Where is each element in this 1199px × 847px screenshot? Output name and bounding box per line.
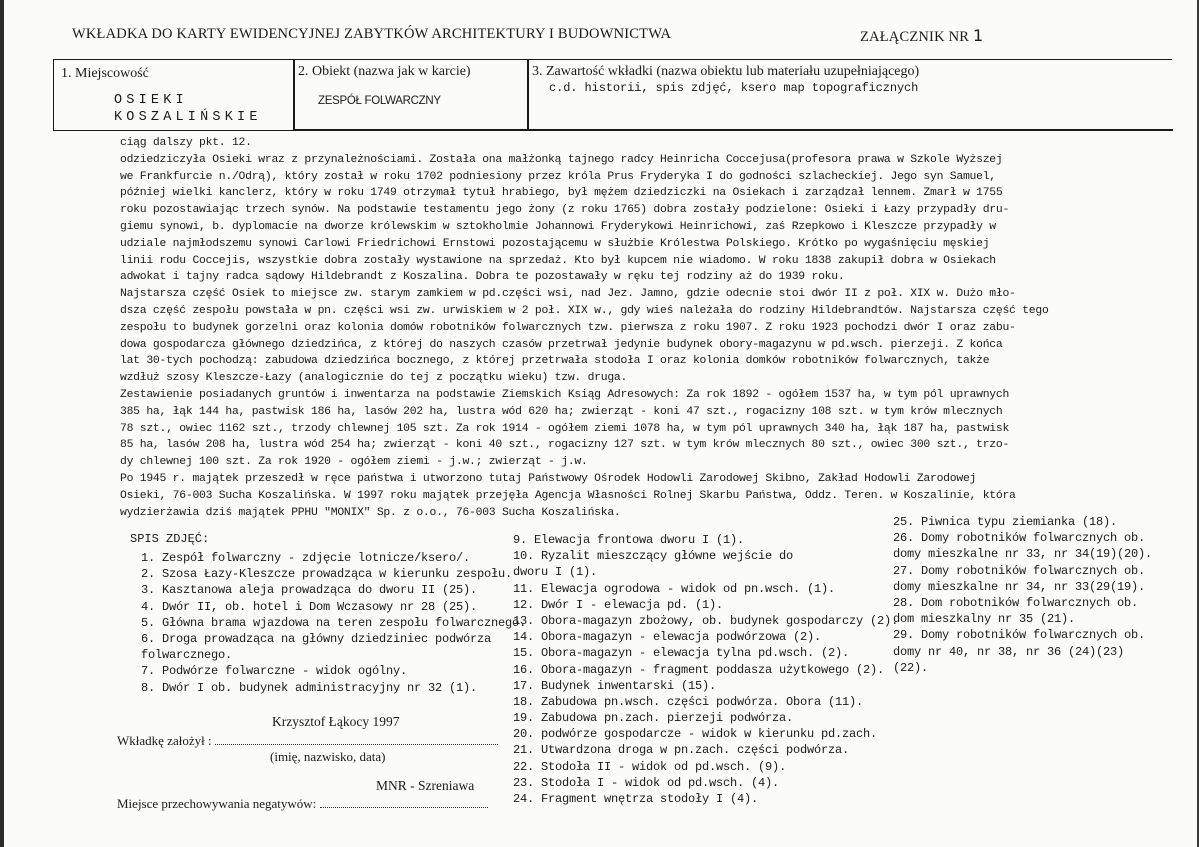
photo-list-item: 5. Główna brama wjazdowa na teren zespołu folwarcznego. [141, 615, 527, 630]
photo-list-item: 1. Zespół folwarczny - zdjęcie lotnicze/ksero/. [141, 551, 471, 565]
history-line: Osieki, 76-003 Sucha Koszalińska. W 1997 roku majątek przejęła Agencja Własności Rolnej Skarbu Państwa, Oddz. Teren. w Koszalinie, która [120, 489, 1016, 502]
attachment-label [860, 26, 983, 46]
photo-list-item: 8. Dwór I ob. budynek administracyjny nr 32 (1). [141, 680, 478, 695]
history-line: 385 ha, łąk 144 ha, pastwisk 186 ha, lasów 202 ha, lustra wód 620 ha; zwierząt - koni 47 szt., rogacizny 108 szt. w tym krów mlecznych [120, 405, 1003, 418]
photo-list-item: domy mieszkalne nr 34, nr 33(29(19). [893, 579, 1146, 594]
photo-list-item: 29. Domy robotników folwarcznych ob. [893, 628, 1146, 643]
photo-list-item: folwarcznego. [141, 648, 233, 663]
photo-list-item: 28. Dom robotników folwarcznych ob. [893, 595, 1139, 610]
photo-list-item: 13. Obora-magazyn zbożowy, ob. budynek gospodarczy (2). [513, 613, 899, 628]
history-line: zespołu to budynek gorzelni oraz kolonia domów robotników folwarcznych tzw. pierwsza z roku 1907. Z roku 1923 pochodzi dwór I oraz zabu- [120, 321, 1016, 334]
photo-list-item: 15. Obora-magazyn - elewacja tylna pd.wsch. (2). [513, 646, 850, 661]
photo-list-item: domy nr 40, nr 38, nr 36 (24)(23) [893, 644, 1125, 659]
history-line: dowa gospodarcza głównego dziedzińca, z której do naszych czasów przetrwał jedynie budynek obory-magazynu w pd.wsch. pierzeji. Z końca [120, 338, 1003, 351]
field-bottom-line [293, 129, 1173, 131]
photo-list-item: 9. Elewacja frontowa dworu I (1). [513, 533, 745, 547]
photo-list-item: domy mieszkalne nr 33, nr 34(19)(20). [893, 547, 1153, 562]
history-line: giemu synowi, b. dyplomacie na dworze królewskim w sztokholmie Johannowi Fryderykowi Heinrichowi, zaś Rzepkowo i Kleszcze przypadły w [120, 221, 996, 233]
photo-list-item: 12. Dwór I - elewacja pd. (1). [513, 597, 724, 612]
content-value: c.d. historii, spis zdjęć, ksero map topograficznych [549, 81, 919, 95]
photo-list-item: 23. Stodoła I - widok od pd.wsch. (4). [513, 775, 780, 790]
history-line: Po 1945 r. majątek przeszedł w ręce państwa i utworzono tutaj Państwowy Ośrodek Hodowli Zarodowej Skibno, Zakład Hodowli Zarodowej [120, 473, 977, 485]
photo-list-item: 26. Domy robotników folwarcznych ob. [893, 531, 1146, 546]
photo-list-item: 27. Domy robotników folwarcznych ob. [893, 563, 1146, 578]
history-line: wzdłuż szosy Kleszcze-Łazy (analogicznie do tej z początku wieku) tzw. druga. [120, 372, 628, 385]
object-value: ZESPÓŁ FOLWARCZNY [318, 95, 441, 107]
history-line: udziale najmłodszemu synowi Carlowi Friedrichowi Ernstowi pozostającemu w służbie Królestwa Polskiego. Krótko po wygaśnięciu męskiej [120, 237, 990, 250]
photo-list-item: 4. Dwór II, ob. hotel i Dom Wczasowy nr 28 (25). [141, 599, 478, 614]
photo-list-item: 10. Ryzalit mieszczący główne wejście do [513, 549, 794, 564]
photo-list-item: 16. Obora-magazyn - fragment poddasza użytkowego (2). [513, 662, 885, 677]
place-label: 1. Miejscowość [61, 66, 149, 81]
history-line: adwokat i tajny radca sądowy Hildebrandt z Koszalina. Dobra te pozostawały w ręku tej rodziny aż do 1939 roku. [120, 271, 845, 284]
scan-edge-left [0, 0, 4, 847]
photo-list-item: dworu I (1). [513, 565, 598, 580]
history-line: później wielki kanclerz, który w roku 1749 otrzymał tytuł hrabiego, był mężem dziedziczki na Osiekach i zarządzał lennem. Zmarł w 1755 [120, 187, 1003, 200]
photo-list-item: 22. Stodoła II - widok od pd.wsch. (9). [513, 759, 787, 774]
field-divider-1 [293, 59, 295, 131]
photo-list-item: 6. Droga prowadząca na główny dziedziniec podwórza [141, 631, 492, 646]
author-label-text: Wkładkę założył : [117, 733, 212, 748]
photo-list-item: 24. Fragment wnętrza stodoły I (4). [513, 792, 759, 806]
photo-list-column-1 [141, 550, 526, 696]
photo-list-item: 21. Utwardzona droga w pn.zach. części podwórza. [513, 743, 850, 758]
history-line: dsza część zespołu powstała w pn. części wsi zw. urwiskiem w 2 poł. XIX w., gdy wieś należała do rodziny Hildebrandtów. Najstarsza część tego [120, 305, 1049, 317]
photo-list-item: 20. podwórze gospodarcze - widok w kierunku pd.zach. [513, 727, 878, 742]
storage-label [117, 796, 488, 812]
place-value-1: OSIEKI [114, 93, 188, 108]
place-value-2: KOSZALIŃSKIE [114, 110, 262, 125]
history-line: odziedziczyła Osieki wraz z przynależnościami. Została ona małżonką tajnego radcy Heinricha Coccejusa(profesora prawa w Szkole Wyższej [120, 153, 1003, 166]
photo-list-item: dom mieszkalny nr 35 (21). [893, 612, 1076, 627]
history-line: Zestawienie posiadanych gruntów i inwentarza na podstawie Ziemskich Ksiąg Adresowych: Za rok 1892 - ogółem 1537 ha, w tym pól uprawnych [120, 389, 1010, 401]
storage-dotted-line [320, 806, 488, 808]
photo-list-item: 18. Zabudowa pn.wsch. części podwórza. Obora (11). [513, 694, 864, 709]
photo-list-item: 25. Piwnica typu ziemianka (18). [893, 515, 1118, 529]
field-divider-2 [527, 59, 529, 131]
photo-list-column-2 [513, 532, 898, 807]
history-line: lat 30-tych pochodzą: zabudowa dziedzińca bocznego, z której przetrwała stodoła I oraz kolonia domków robotników folwarcznych, także [120, 355, 990, 368]
history-line: Najstarsza część Osiek to miejsce zw. starym zamkiem w pd.części wsi, nad Jez. Jamno, gdzie odecnie stoi dwór II z poł. XIX w. Dużo mło- [120, 288, 1016, 301]
photo-list-column-3 [893, 514, 1152, 676]
photo-list-item: 14. Obora-magazyn - elewacja podwórzowa (2). [513, 630, 822, 645]
history-line: ciąg dalszy pkt. 12. [120, 137, 252, 149]
history-line: dy chlewnej 100 szt. Za rok 1920 - ogółem ziemi - j.w.; zwierząt - j.w. [120, 456, 588, 469]
photo-list-heading: SPIS ZDJĘĆ: [130, 532, 210, 546]
author-caption: (imię, nazwisko, data) [270, 749, 386, 764]
form-title: WKŁADKA DO KARTY EWIDENCYJNEJ ZABYTKÓW ARCHITEKTURY I BUDOWNICTWA [72, 26, 672, 42]
content-label: 3. Zawartość wkładki (nazwa obiektu lub materiału uzupełniającego) [532, 64, 920, 79]
history-line: we Frankfurcie n./Odrą), który został w roku 1702 podniesiony przez króla Prus Fryderyka I do godności szlacheckiej. Jego syn Samuel, [120, 170, 996, 183]
photo-list-item: 11. Elewacja ogrodowa - widok od pn.wsch. (1). [513, 581, 836, 596]
photo-list-item: 7. Podwórze folwarczne - widok ogólny. [141, 664, 408, 679]
history-line: 78 szt., owiec 1162 szt., trzody chlewnej 105 szt. Za rok 1914 - ogółem ziemi 1078 ha, w tym pól uprawnych 340 ha, łąk 187 ha, pastwisk [120, 422, 1010, 435]
storage-label-text: Miejsce przechowywania negatywów: [117, 796, 317, 811]
history-line: roku pozostawiając trzech synów. Na podstawie testamentu jego żony (z roku 1765) dobra zostały podzielone: Osieki i Łazy przypadły dru- [120, 204, 1010, 217]
photo-list-item: 2. Szosa Łazy-Kleszcze prowadząca w kierunku zespołu. [141, 567, 513, 582]
author-label [117, 733, 498, 749]
storage-value: MNR - Szreniawa [376, 778, 475, 793]
author-dotted-line [215, 743, 498, 745]
attachment-number: 1 [972, 26, 984, 45]
author-value: Krzysztof Łąkocy 1997 [272, 714, 400, 729]
photo-list-item: (22). [893, 660, 929, 675]
photo-list-item: 17. Budynek inwentarski (15). [513, 678, 717, 693]
history-line: wydzierżawia dziś majątek PPHU "MONIX" Sp. z o.o., 76-003 Sucha Koszalińska. [120, 506, 621, 519]
object-label: 2. Obiekt (nazwa jak w karcie) [298, 64, 471, 79]
photo-list-item: 19. Zabudowa pn.zach. pierzeji podwórza. [513, 711, 794, 726]
photo-list-item: 3. Kasztanowa aleja prowadząca do dworu II (25). [141, 583, 478, 598]
history-line: linii rodu Coccejis, wszystkie dobra zostały wystawione na sprzedaż. Kto był kupcem nie wiadomo. W roku 1838 zakupił dobra w Osiekach [120, 254, 996, 267]
history-line: 85 ha, lasów 208 ha, lustra wód 254 ha; zwierząt - koni 40 szt., rogacizny 127 szt. w tym krów mlecznych 80 szt., owiec 300 szt., trzo- [120, 439, 1010, 452]
attachment-label-text: ZAŁĄCZNIK NR [860, 29, 970, 45]
